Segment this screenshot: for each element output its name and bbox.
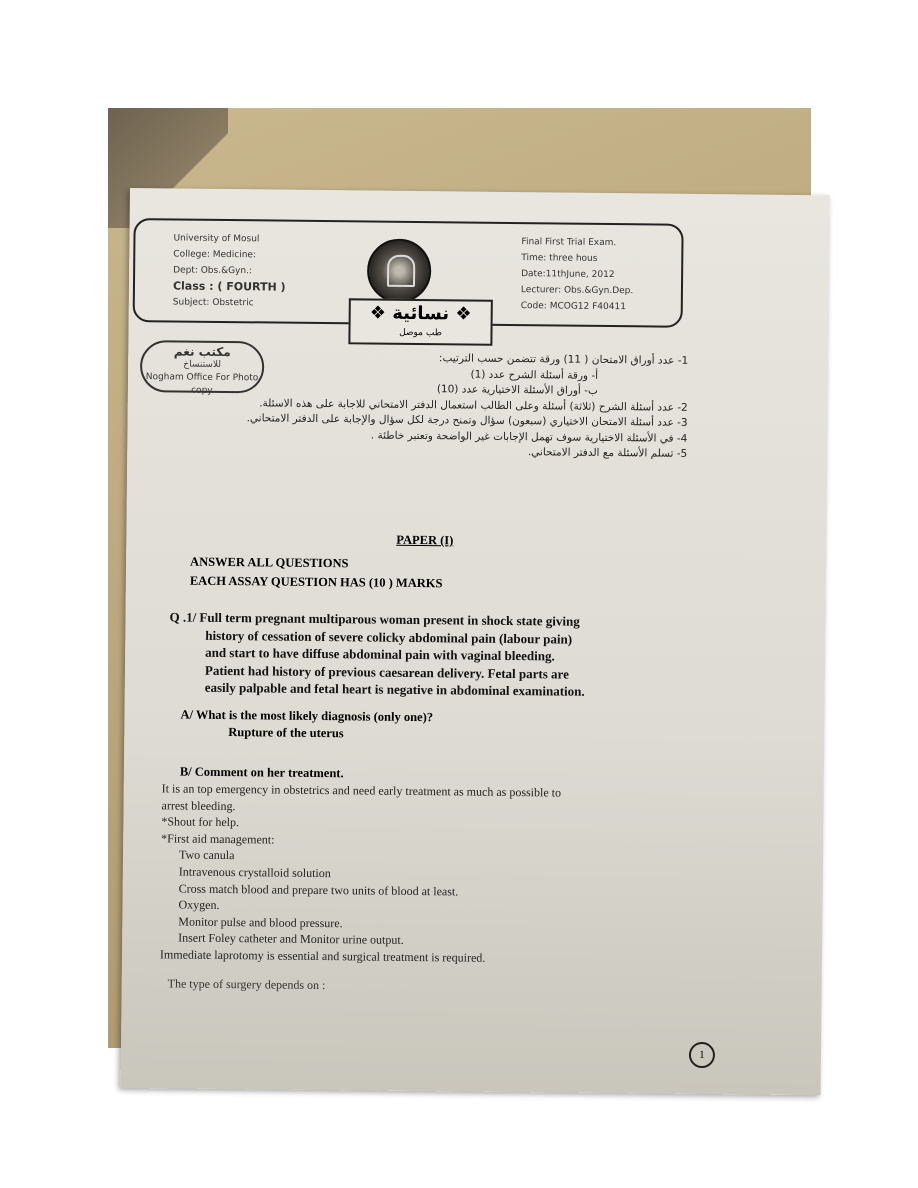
arabic-instructions (207, 349, 688, 463)
question-b-answer (160, 780, 561, 967)
instruction-3: 3- عدد أسئلة الامتحان الاختياري (سبعون) سؤال وتمنح درجة لكل سؤال والإجابة على الدفتر الامتحاني. (246, 412, 688, 429)
q1-line3: and start to have diffuse abdominal pain with vaginal bleeding. (205, 644, 555, 664)
exam-time: Time: three hous (521, 253, 598, 264)
photo-background (108, 108, 811, 1062)
nasaniya-label (348, 298, 492, 346)
q1-line5: easily palpable and fetal heart is negative in abdominal examination. (204, 679, 585, 699)
qb-item6: Insert Foley catheter and Monitor urine output. (178, 930, 404, 948)
surgery-type: The type of surgery depends on : (167, 976, 326, 993)
q1-line1: Q .1/ Full term pregnant multiparous woman present in shock state giving (169, 609, 580, 629)
instruction-1: 1- عدد أوراق الامتحان ( 11) ورقة تتضمن حسب الترتيب: (438, 352, 689, 367)
qb-item2: Intravenous crystalloid solution (178, 864, 331, 881)
header-right (521, 234, 634, 315)
qb-line2: arrest bleeding. (161, 797, 236, 813)
exam-code: Code: MCOG12 F40411 (520, 301, 627, 313)
instruction-1b: ب- أوراق الأسئلة الاختيارية عدد (10) (436, 383, 598, 397)
stamp-title: مكتب نغم (173, 344, 231, 360)
exam-date: Date:11thJune, 2012 (521, 269, 615, 281)
subject: Subject: Obstetric (172, 297, 254, 309)
qb-item4: Oxygen. (178, 897, 220, 913)
instruction-4: 4- في الأسئلة الاختيارية سوف تهمل الإجابات غير الواضحة وتعتبر خاطئة . (370, 429, 688, 445)
paper-title: PAPER (I) (396, 532, 454, 548)
lecturer: Lecturer: Obs.&Gyn.Dep. (520, 285, 634, 297)
qb-line3: *Shout for help. (161, 814, 240, 830)
instruction-1a: أ- ورقة أسئلة الشرح عدد (1) (470, 368, 599, 382)
question-a (180, 707, 433, 744)
qb-item5: Monitor pulse and blood pressure. (178, 914, 343, 931)
answer-all: ANSWER ALL QUESTIONS (190, 554, 349, 571)
exam-paper (121, 188, 830, 1095)
qa-question: A/ What is the most likely diagnosis (only one)? (180, 707, 434, 725)
qb-title: B/ Comment on her treatment. (179, 764, 344, 781)
stamp-line2: للاستنساخ (183, 359, 222, 370)
each-assay: EACH ASSAY QUESTION HAS (10 ) MARKS (189, 573, 443, 591)
university-logo-icon (367, 238, 432, 303)
college: College: Medicine: (173, 249, 257, 261)
qb-item1: Two canula (178, 847, 235, 863)
nasaniya-sub: طب موصل (399, 327, 442, 339)
q1-line4: Patient had history of previous caesarean delivery. Fetal parts are (204, 662, 569, 682)
stamp-line3: Nogham Office For Photo copy (145, 372, 259, 396)
exam-title: Final First Trial Exam. (521, 237, 617, 249)
qa-answer: Rupture of the uterus (228, 725, 344, 741)
answer-instructions (190, 553, 443, 594)
question-1 (169, 608, 586, 700)
qb-item3: Cross match blood and prepare two units of blood at least. (178, 881, 459, 899)
nasaniya-title: ❖ نسائية ❖ (369, 302, 472, 325)
qb-line1: It is an top emergency in obstetrics and need early treatment as much as possible to (161, 781, 562, 800)
qb-line5: Immediate laprotomy is essential and surgical treatment is required. (159, 947, 486, 965)
instruction-5: 5- تسلم الأسئلة مع الدفتر الامتحاني. (527, 446, 688, 460)
q1-line2: history of cessation of severe colicky abdominal pain (labour pain) (205, 627, 573, 647)
class: Class : ( FOURTH ) (172, 279, 286, 294)
page-number: 1 (689, 1042, 715, 1068)
university: University of Mosul (173, 233, 260, 245)
qb-line4: *First aid management: (161, 831, 275, 847)
department: Dept: Obs.&Gyn.: (173, 265, 253, 277)
instruction-2: 2- عدد أسئلة الشرح (ثلاثة) أسئلة وعلى الطالب استعمال الدفتر الامتحاني للاجابة على هذه الاسئلة. (259, 396, 688, 414)
header-left (173, 230, 286, 311)
